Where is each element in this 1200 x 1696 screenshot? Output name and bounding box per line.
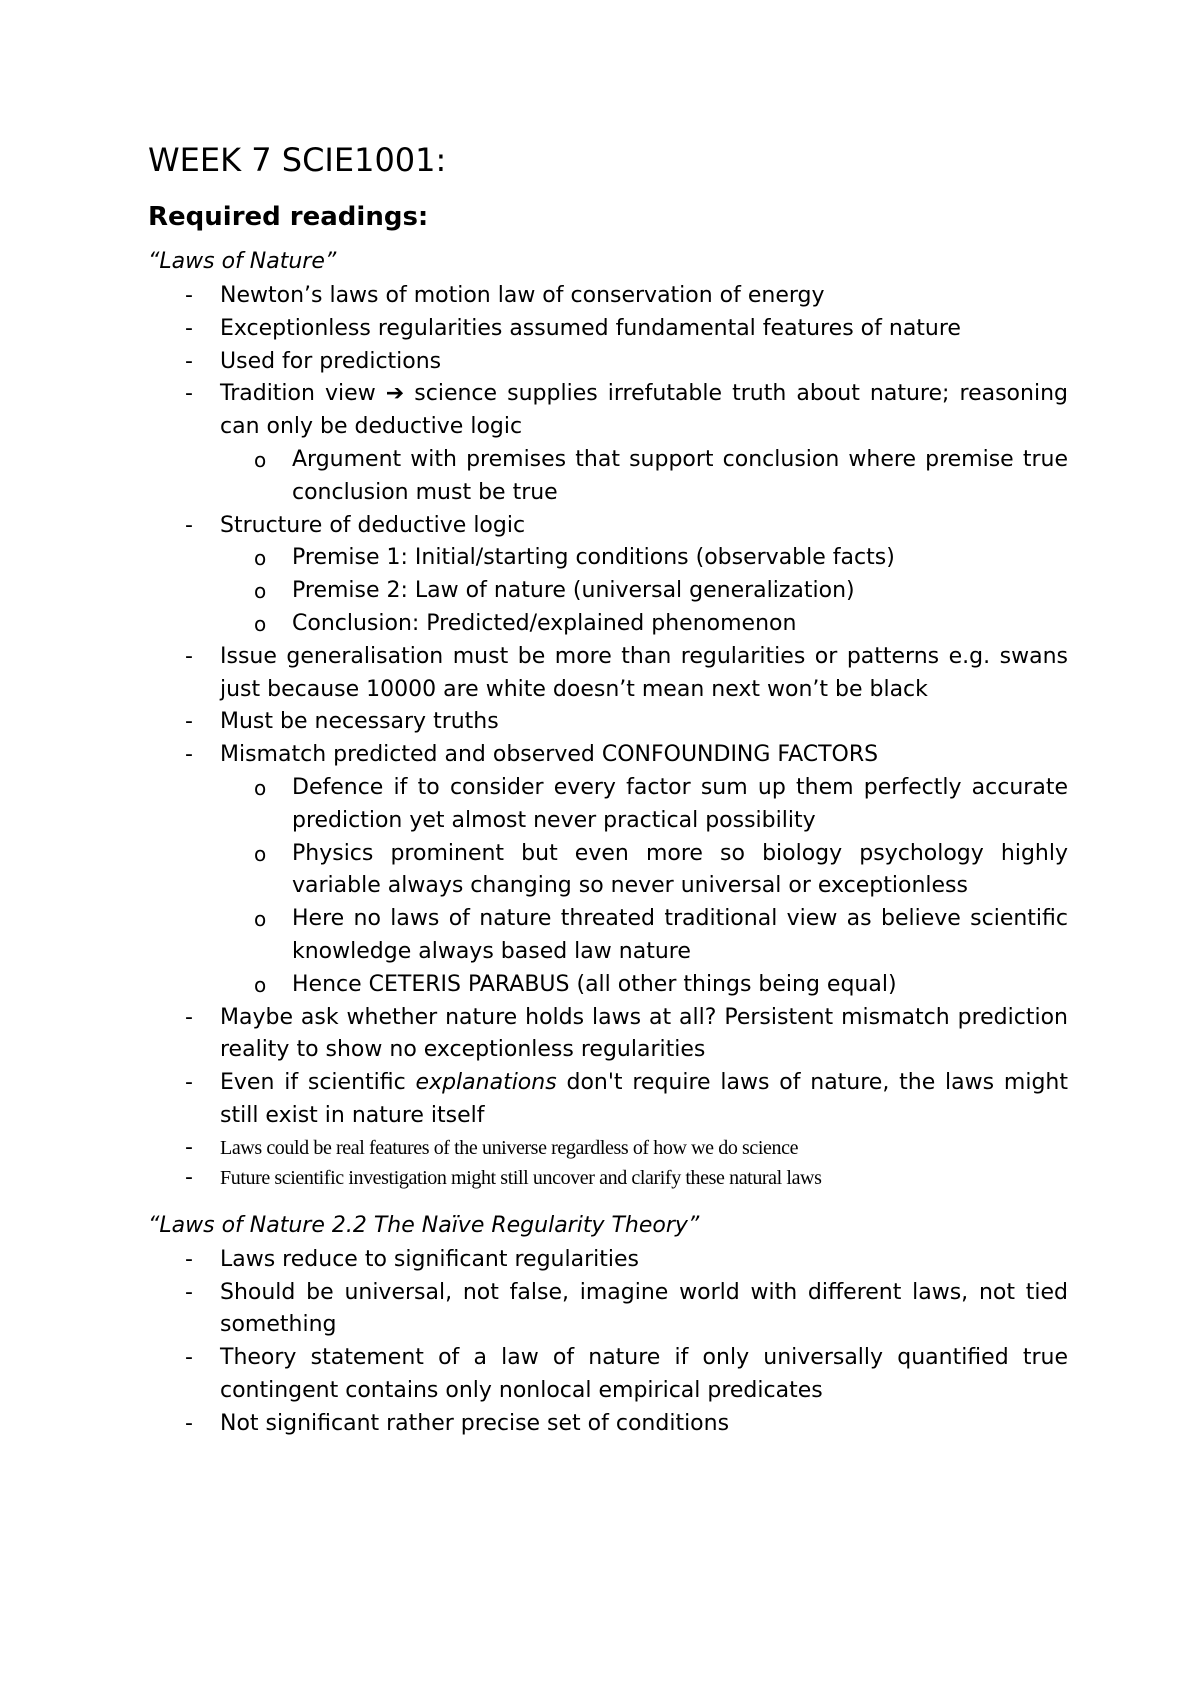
section-laws-of-nature-list [148,280,1068,1194]
circle-bullet: o [254,907,267,932]
sub-list-item [220,969,1068,1002]
document-title: WEEK 7 SCIE1001: [148,141,447,179]
dash-bullet: - [185,1345,193,1371]
list-item-text: Laws reduce to significant regularities [220,1246,639,1272]
sub-list-item-text: Conclusion: Predicted/explained phenomenon [292,610,797,636]
list-item [148,641,1068,707]
list-item [148,1244,1068,1277]
list-item-text: Must be necessary truths [220,709,499,735]
circle-bullet: o [254,546,267,571]
list-item [148,280,1068,313]
dash-bullet: - [185,348,193,374]
circle-bullet: o [254,447,267,472]
document-page [148,140,1068,1441]
list-item-text: Maybe ask whether nature holds laws at all? Persistent mismatch prediction reality to show no exceptionless regularities [220,1004,1068,1063]
list-item-text: Used for predictions [220,348,442,374]
list-item [148,1277,1068,1343]
list-item [148,1133,1068,1164]
list-item-text: Future scientific investigation might still uncover and clarify these natural laws [220,1167,822,1190]
list-item [148,510,1068,641]
section-naive-regularity-list [148,1244,1068,1441]
list-item-text: Laws could be real features of the universe regardless of how we do science [220,1136,799,1159]
sub-list-item [220,838,1068,904]
list-item [148,706,1068,739]
list-item [148,313,1068,346]
dash-bullet: - [185,315,193,341]
circle-bullet: o [254,579,267,604]
sub-list-item-text: Physics prominent but even more so biology psychology highly variable always changing so never universal or exceptionless [292,840,1068,899]
dash-bullet: - [185,1279,193,1305]
dash-bullet: - [185,1246,193,1272]
list-item-text-start: Tradition view [220,381,386,407]
list-item-text-end: don't require laws of nature, the laws might still exist in nature itself [220,1070,1068,1128]
dash-bullet: - [185,381,193,407]
sub-list-item-text: Defence if to consider every factor sum up them perfectly accurate prediction yet almost never practical possibility [292,774,1068,833]
dash-bullet: - [185,1165,193,1191]
dash-bullet: - [185,742,193,768]
sub-list-item [220,575,1068,608]
circle-bullet: o [254,841,267,866]
sub-list-item-text: Hence CETERIS PARABUS (all other things being equal) [292,971,897,997]
dash-bullet: - [185,1070,193,1096]
list-item-emphasis: explanations [415,1070,557,1096]
dash-bullet: - [185,1410,193,1436]
sub-list-item-text: Premise 1: Initial/starting conditions (observable facts) [292,545,895,571]
list-item-text-start: Even if scientific [220,1070,416,1096]
sub-list-item [220,542,1068,575]
circle-bullet: o [254,972,267,997]
sub-list-item [220,903,1068,969]
sub-list-item [220,772,1068,838]
sub-list-item-text: Here no laws of nature threated traditional view as believe scientific knowledge always based law nature [292,906,1068,964]
dash-bullet: - [185,283,193,308]
list-item [148,1002,1068,1068]
list-item [148,1342,1068,1408]
arrow-right-icon: ➔ [385,381,405,407]
list-item [148,739,1068,1001]
list-item [148,346,1068,379]
list-item-text: Mismatch predicted and observed CONFOUNDING FACTORS [220,742,879,768]
list-item-text: Exceptionless regularities assumed fundamental features of nature [220,315,961,341]
sub-list-item-text: Premise 2: Law of nature (universal generalization) [292,578,855,604]
sub-list [220,772,1068,1002]
list-item [148,1163,1068,1194]
sub-list [220,542,1068,640]
list-item [148,1408,1068,1441]
sub-list [220,444,1068,510]
list-item [148,1067,1068,1133]
dash-bullet: - [185,709,193,735]
list-item-text-end: science supplies irrefutable truth about nature; reasoning can only be deductive logic [220,381,1068,440]
list-item-text: Not significant rather precise set of conditions [220,1410,730,1436]
dash-bullet: - [185,1134,193,1160]
sub-list-item-text: Argument with premises that support conclusion where premise true conclusion must be true [292,446,1068,505]
list-item-text: Structure of deductive logic [220,512,526,538]
required-readings-heading: Required readings: [148,202,429,232]
list-item-text: Issue generalisation must be more than regularities or patterns e.g. swans just because 10000 are white doesn’t mean next won’t be black [220,643,1068,702]
circle-bullet: o [254,775,267,800]
dash-bullet: - [185,643,193,669]
dash-bullet: - [185,512,193,538]
section-laws-of-nature-title: “Laws of Nature” [148,249,337,274]
list-item-text: Theory statement of a law of nature if only universally quantified true contingent contains only nonlocal empirical predicates [220,1345,1068,1403]
section-naive-regularity-title: “Laws of Nature 2.2 The Naïve Regularity Theory” [148,1212,700,1238]
sub-list-item [220,608,1068,641]
list-item-text: Should be universal, not false, imagine world with different laws, not tied something [220,1279,1068,1338]
sub-list-item [220,444,1068,510]
list-item [148,378,1068,509]
dash-bullet: - [185,1004,193,1030]
circle-bullet: o [254,611,267,636]
list-item-text: Newton’s laws of motion law of conservation of energy [220,283,825,308]
